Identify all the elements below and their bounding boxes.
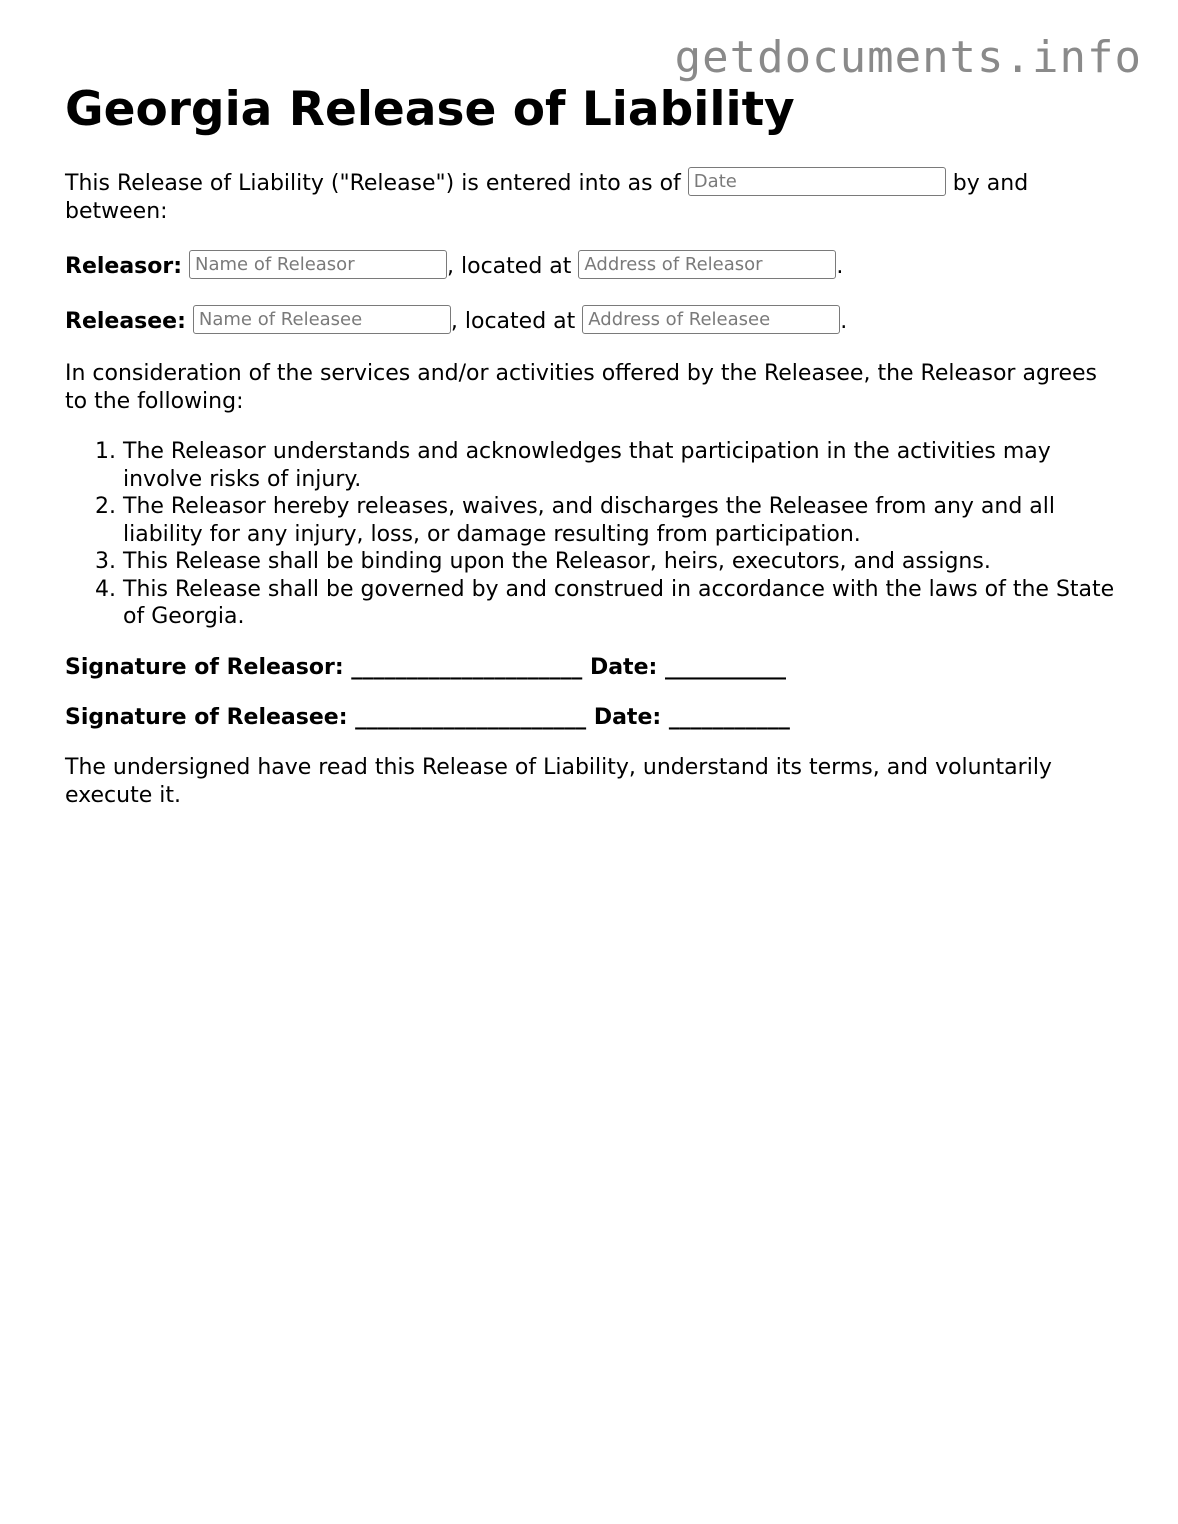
intro-text-end: by and between: [65,171,1029,224]
term-item: 2. The Releasor hereby releases, waives, and discharges the Releasee from any and all liability for any injury, loss, or damage resulting from participation. [123,493,1125,548]
releasor-name-input[interactable]: Name of Releasor [189,250,447,279]
releasor-period: . [836,254,844,279]
intro-paragraph [65,167,1125,226]
releasor-located-text: , located at [447,254,572,279]
releasee-name-input[interactable]: Name of Releasee [193,305,451,334]
consideration-paragraph: In consideration of the services and/or activities offered by the Releasee, the Releasor agrees to the following: [65,361,1098,414]
releasee-signature-line[interactable]: Signature of Releasee: _____________________ Date: ___________ [65,704,790,730]
releasor-signature-line[interactable]: Signature of Releasor: _____________________ Date: ___________ [65,654,786,680]
releasee-period: . [840,309,848,334]
date-input[interactable]: Date [688,167,946,196]
terms-list [65,438,1125,631]
document-body [65,80,1125,810]
releasor-address-input[interactable]: Address of Releasor [578,250,836,279]
releasor-label: Releasor: [65,254,183,279]
term-item: 3. This Release shall be binding upon the Releasor, heirs, executors, and assigns. [123,548,1125,576]
term-item: 4. This Release shall be governed by and construed in accordance with the laws of the State of Georgia. [123,576,1125,631]
intro-text: This Release of Liability ("Release") is entered into as of [65,171,681,196]
closing-paragraph: The undersigned have read this Release of Liability, understand its terms, and voluntarily execute it. [65,754,1052,808]
releasee-located-text: , located at [450,309,576,334]
releasee-line [65,305,1125,337]
watermark: getdocuments.info [674,32,1142,83]
releasee-address-input[interactable]: Address of Releasee [582,305,840,334]
term-item: 1. The Releasor understands and acknowledges that participation in the activities may involve risks of injury. [123,438,1125,493]
releasor-line [65,250,1125,282]
document-title: Georgia Release of Liability [65,82,795,137]
releasee-label: Releasee: [65,309,186,334]
